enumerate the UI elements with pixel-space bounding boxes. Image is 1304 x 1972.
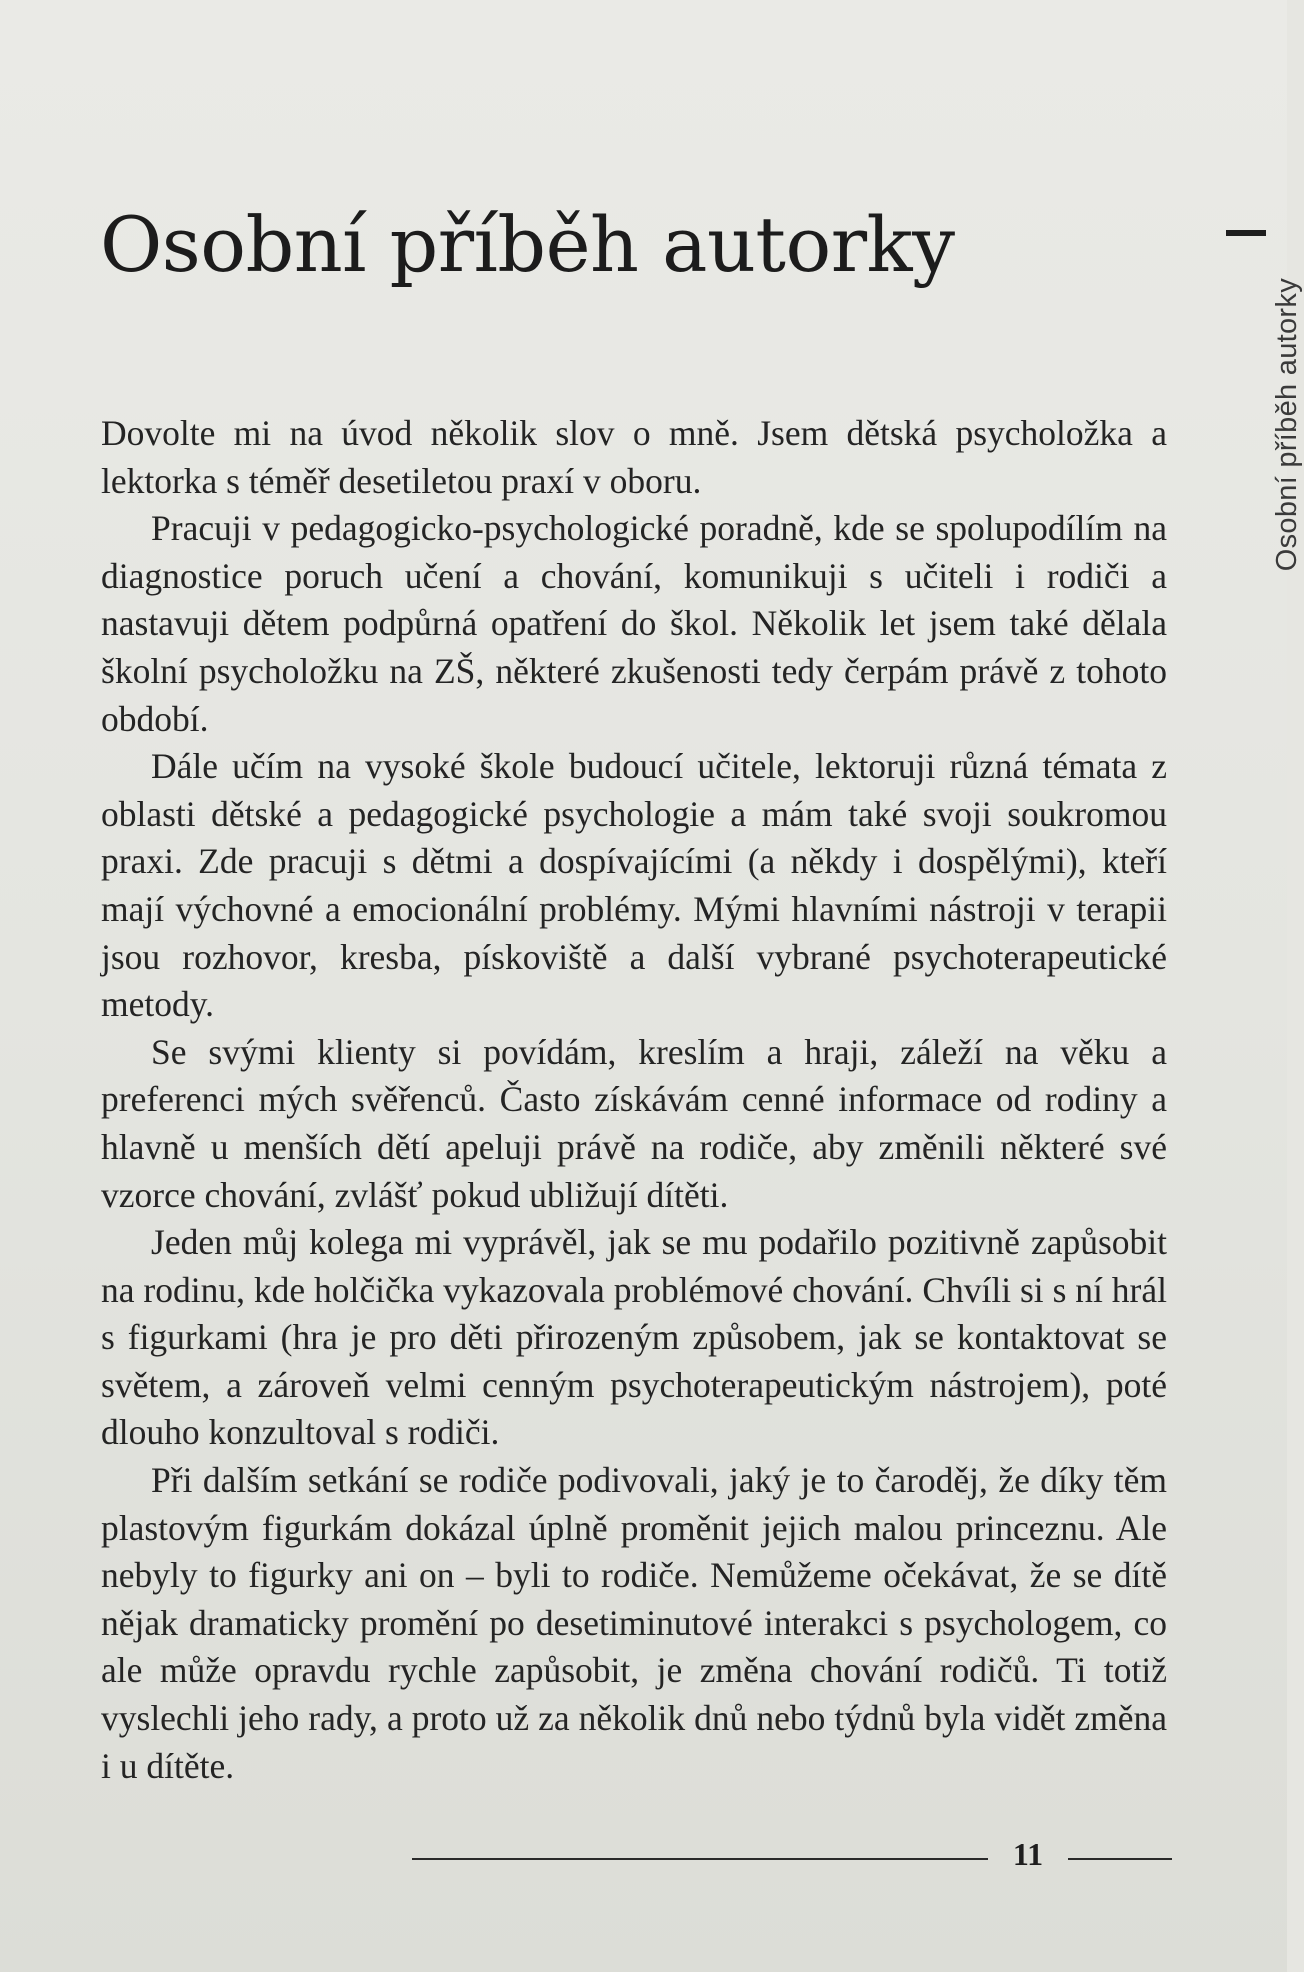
footer-rule-left [412,1858,988,1860]
chapter-body [101,410,1167,1790]
paragraph: Pracuji v pedagogicko-psychologické poradně, kde se spolupodílím na diagnostice poruch učení a chování, komunikuji s učiteli i rodiči a nastavuji dětem podpůrná opatření do škol. Několik let jsem také dělala školní psycholožku na ZŠ, některé zkušenosti tedy čerpám právě z tohoto období. [101,508,1167,739]
paragraph: Dovolte mi na úvod několik slov o mně. Jsem dětská psycholožka a lektorka s téměř desetiletou praxí v oboru. [101,413,1167,501]
running-header-rule [1226,230,1266,236]
page-number: 11 [1012,1836,1044,1872]
paragraph: Se svými klienty si povídám, kreslím a hraji, záleží na věku a preferenci mých svěřenců. Často získávám cenné informace od rodiny a hlavně u menších dětí apeluji právě na rodiče, aby změnili některé své vzorce chování, zvlášť pokud ubližují dítěti. [101,1031,1167,1215]
running-header: Osobní příběh autorky [1271,278,1303,572]
paragraph: Dále učím na vysoké škole budoucí učitele, lektoruji různá témata z oblasti dětské a pedagogické psychologie a mám také svoji soukromou praxi. Zde pracuji s dětmi a dospívajícími (a někdy i dospělými), kteří mají výchovné a emocionální problémy. Mými hlavními nástroji v terapii jsou rozhovor, kresba, pískoviště a další vybrané psychoterapeutické metody. [101,746,1167,1025]
footer-rule-right [1068,1858,1172,1860]
chapter-title: Osobní příběh autorky [100,200,955,289]
paragraph: Při dalším setkání se rodiče podivovali, jaký je to čaroděj, že díky těm plastovým figurkám dokázal úplně proměnit jejich malou princeznu. Ale nebyly to figurky ani on – byli to rodiče. Nemůžeme očekávat, že se dítě nějak dramaticky promění po desetiminutové interakci s psychologem, co ale může opravdu rychle zapůsobit, je změna chování rodičů. Ti totiž vyslechli jeho rady, a proto už za několik dnů nebo týdnů byla vidět změna i u dítěte. [101,1460,1167,1786]
paragraph: Jeden můj kolega mi vyprávěl, jak se mu podařilo pozitivně zapůsobit na rodinu, kde holčička vykazovala problémové chování. Chvíli si s ní hrál s figurkami (hra je pro děti přirozeným způsobem, jak se kontaktovat se světem, a zároveň velmi cenným psychoterapeutickým nástrojem), poté dlouho konzultoval s rodiči. [101,1222,1167,1453]
